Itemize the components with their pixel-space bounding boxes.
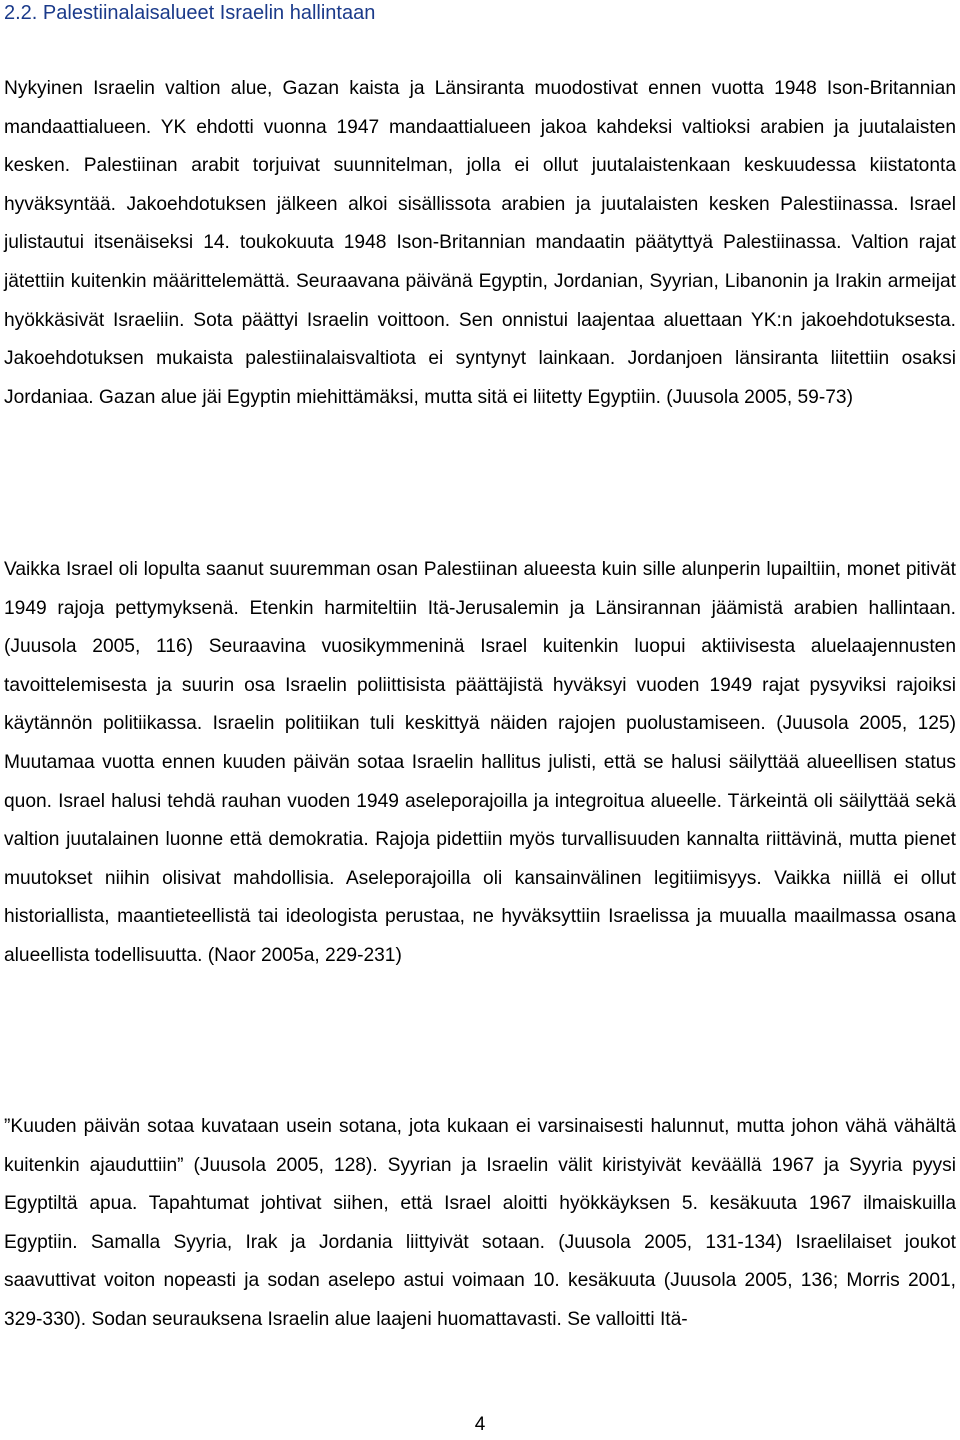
paragraph-1: Nykyinen Israelin valtion alue, Gazan kaista ja Länsiranta muodostivat ennen vuotta 1948 Ison-Britannian mandaattialueen. YK ehdotti vuonna 1947 mandaattialueen jakoa kahdeksi valtioksi arabien ja juutalaisten kesken. Palestiinan arabit torjuivat suunnitelman, jolla ei ollut juutalaistenkaan keskuudessa kiistatonta hyväksyntää. Jakoehdotuksen jälkeen alkoi sisällissota arabien ja juutalaisten kesken Palestiinassa. Israel julistautui itsenäiseksi 14. toukokuuta 1948 Ison-Britannian mandaatin päätyttyä Palestiinassa. Valtion rajat jätettiin kuitenkin määrittelemättä. Seuraavana päivänä Egyptin, Jordanian, Syyrian, Libanonin ja Irakin armeijat hyökkäsivät Israeliin. Sota päättyi Israelin voittoon. Sen onnistui laajentaa aluettaan YK:n jakoehdotuksesta. Jakoehdotuksen mukaista palestiinalaisvaltiota ei syntynyt lainkaan. Jordanjoen länsiranta liitettiin osaksi Jordaniaa. Gazan alue jäi Egyptin miehittämäksi, mutta sitä ei liitetty Egyptiin. (Juusola 2005, 59-73) xyxy=(4,78,956,408)
section-heading: 2.2. Palestiinalaisalueet Israelin hallintaan xyxy=(4,2,376,24)
paragraph-2: Vaikka Israel oli lopulta saanut suuremman osan Palestiinan alueesta kuin sille alunperin lupailtiin, monet pitivät 1949 rajoja pettymyksenä. Etenkin harmiteltiin Itä-Jerusalemin ja Länsirannan jäämistä arabien hallintaan. (Juusola 2005, 116) Seuraavina vuosikymmeninä Israel kuitenkin luopui aktiivisesta aluelaajennusten tavoittelemisesta ja suurin osa Israelin poliittisista päättäjistä hyväksyi vuoden 1949 rajat pysyviksi rajoiksi käytännön politiikassa. Israelin politiikan tuli keskittyä näiden rajojen puolustamiseen. (Juusola 2005, 125) Muutamaa vuotta ennen kuuden päivän sotaa Israelin hallitus julisti, että se halusi säilyttää alueellisen status quon. Israel halusi tehdä rauhan vuoden 1949 aseleporajoilla ja integroitua alueelle. Tärkeintä oli säilyttää sekä valtion juutalainen luonne että demokratia. Rajoja pidettiin myös turvallisuuden kannalta riittävinä, mutta pienet muutokset niihin olisivat mahdollisia. Aseleporajoilla oli kansainvälinen legitiimisyys. Vaikka niillä ei ollut historiallista, maantieteellistä tai ideologista perustaa, ne hyväksyttiin Israelissa ja muualla maailmassa osana alueellista todellisuutta. (Naor 2005a, 229-231) xyxy=(4,559,956,966)
page-number: 4 xyxy=(474,1414,486,1435)
paragraph-3: ”Kuuden päivän sotaa kuvataan usein sotana, jota kukaan ei varsinaisesti halunnut, mutta johon vähä vähältä kuitenkin ajauduttiin” (Juusola 2005, 128). Syyrian ja Israelin välit kiristyivät keväällä 1967 ja Syyria pyysi Egyptiltä apua. Tapahtumat johtivat siihen, että Israel aloitti hyökkäyksen 5. kesäkuuta 1967 ilmaiskuilla Egyptiin. Samalla Syyria, Irak ja Jordania liittyivät sotaan. (Juusola 2005, 131-134) Israelilaiset joukot saavuttivat voiton nopeasti ja sodan aselepo astui voimaan 10. kesäkuuta (Juusola 2005, 136; Morris 2001, 329-330). Sodan seurauksena Israelin alue laajeni huomattavasti. Se valloitti Itä- xyxy=(4,1116,956,1330)
